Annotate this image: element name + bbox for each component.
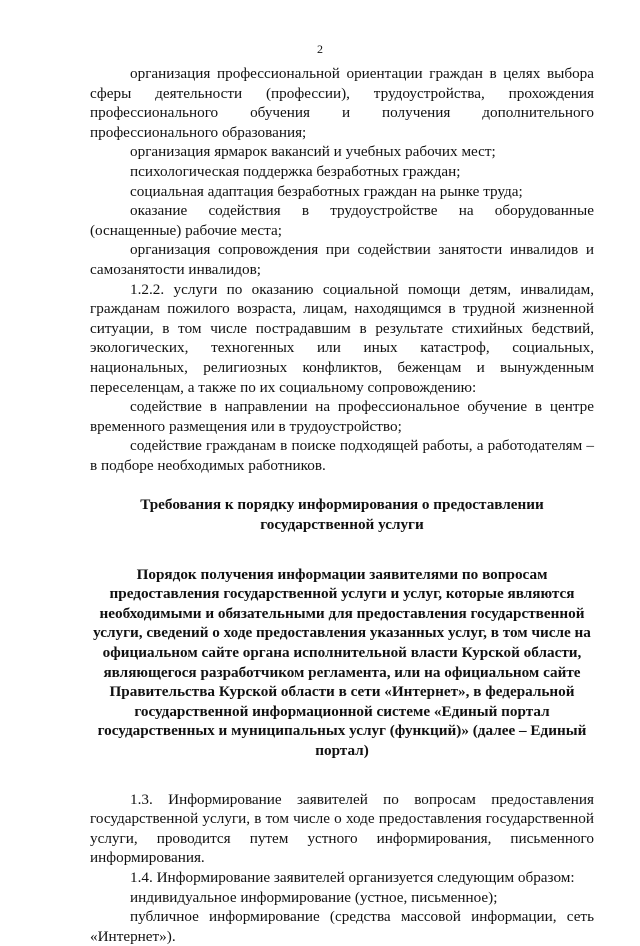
paragraph: публичное информирование (средства массовой информации, сеть «Интернет»). [90,908,594,945]
page-number: 2 [317,42,323,56]
paragraph: социальная адаптация безработных граждан на рынке труда; [130,182,523,200]
document-body [90,64,594,946]
paragraph: 1.4. Информирование заявителей организуется следующим образом: [130,868,575,886]
paragraph: психологическая поддержка безработных граждан; [130,162,461,180]
paragraph: оказание содействия в трудоустройстве на оборудованные (оснащенные) рабочие места; [90,202,594,239]
paragraph: индивидуальное информирование (устное, письменное); [130,888,498,906]
paragraph: содействие гражданам в поиске подходящей работы, а работодателям – в подборе необходимых работников. [90,437,594,474]
paragraph: 1.3. Информирование заявителей по вопросам предоставления государственной услуги, в том числе о ходе предоставления государственной услуги, проводится путем устного информирования, письменного информирования. [90,790,594,867]
section-heading: Требования к порядку информирования о предоставлении государственной услуги [140,496,544,534]
paragraph: организация профессиональной ориентации граждан в целях выбора сферы деятельности (профессии), трудоустройства, прохождения профессионального обучения и получения дополнительного профессионального образования; [90,65,594,141]
paragraph: организация ярмарок вакансий и учебных рабочих мест; [130,143,496,161]
subsection-heading: Порядок получения информации заявителями по вопросам предоставления государственной услуги и услуг, которые являются необходимыми и обязательными для предоставления государственной услуги, сведений о ходе предоставления указанных услуг, в том числе на официальном сайте органа исполнительной власти Курской области, являющегося разработчиком регламента, или на официальном сайте Правительства Курской области в сети «Интернет», в федеральной государственной информационной системе «Единый портал государственных и муниципальных услуг (функций)» (далее – Единый портал) [93,565,591,759]
paragraph: организация сопровождения при содействии занятости инвалидов и самозанятости инвалидов; [90,241,594,278]
paragraph: содействие в направлении на профессиональное обучение в центре временного размещения или в трудоустройство; [90,398,594,435]
paragraph: 1.2.2. услуги по оказанию социальной помощи детям, инвалидам, гражданам пожилого возраста, лицам, находящимся в трудной жизненной ситуации, в том числе пострадавшим в результате стихийных бедствий, экологических, техногенных или иных катастроф, социальных, национальных, религиозных конфликтов, беженцам и вынужденным переселенцам, а также по их социальному сопровождению: [90,280,594,396]
